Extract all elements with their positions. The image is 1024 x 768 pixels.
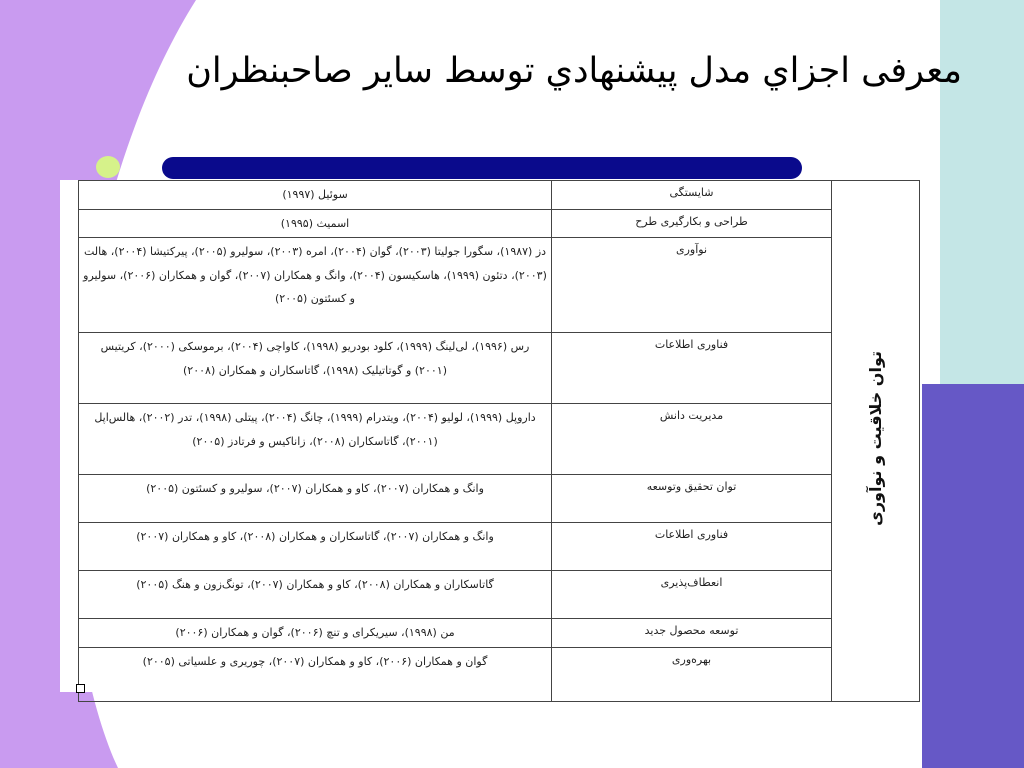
component-label: مدیریت دانش [552,404,832,475]
table-row [79,181,920,210]
table-row [79,475,920,523]
table-row [79,333,920,404]
component-label: فناوری اطلاعات [552,333,832,404]
component-references: وانگ و همکاران (۲۰۰۷)، کاو و همکاران (۲۰۰۷)، سولیرو و کسئتون (۲۰۰۵) [79,475,552,523]
title-dot [96,156,120,178]
component-references: گوان و همکاران (۲۰۰۶)، کاو و همکاران (۲۰۰۷)، چوریری و علسیاتی (۲۰۰۵) [79,647,552,701]
side-heading: توان خلاقیت و نوآوری [866,351,885,527]
component-references: گاتاسکاران و همکاران (۲۰۰۸)، کاو و همکاران (۲۰۰۷)، تونگ‌زون و هنگ (۲۰۰۵) [79,571,552,619]
table-row [79,209,920,238]
component-references: وانگ و همکاران (۲۰۰۷)، گاتاسکاران و همکاران (۲۰۰۸)، کاو و همکاران (۲۰۰۷) [79,523,552,571]
slide-title: معرفى اجزاي مدل پيشنهادي توسط ساير صاحبنظران [186,51,962,91]
component-label: شایستگی [552,181,832,210]
table-row [79,404,920,475]
resize-handle[interactable] [76,684,85,693]
component-references: رس (۱۹۹۶)، لی‌لینگ (۱۹۹۹)، کلود بودریو (۱۹۹۸)، کاواچی (۲۰۰۴)، برموسکی (۲۰۰۰)، کریتیس (۲۰۰۱) و گوتاتیلیک (۱۹۹۸)، گاتاسکاران و همکاران (۲۰۰۸) [79,333,552,404]
component-label: فناوری اطلاعات [552,523,832,571]
component-references: سوئیل (۱۹۹۷) [79,181,552,210]
title-accent-bar [162,157,802,179]
side-heading-cell [832,181,920,702]
component-references: من (۱۹۹۸)، سیریکرای و تنچ (۲۰۰۶)، گوان و همکاران (۲۰۰۶) [79,619,552,648]
component-label: توان تحقیق وتوسعه [552,475,832,523]
indigo-stripe [922,384,1024,768]
table-row [79,238,920,333]
table-row [79,571,920,619]
component-label: طراحی و بکارگیری طرح [552,209,832,238]
table-row [79,619,920,648]
component-references: اسمیث (۱۹۹۵) [79,209,552,238]
component-label: انعطاف‌پذیری [552,571,832,619]
component-references: داروپل (۱۹۹۹)، لولیو (۲۰۰۴)، ویتدرام (۱۹۹۹)، چانگ (۲۰۰۴)، پیتلی (۱۹۹۸)، تدر (۲۰۰۲)، هالس‌اپل (۲۰۰۱)، گاتاسکاران (۲۰۰۸)، زاناکیس و فرتادز (۲۰۰۵) [79,404,552,475]
references-table [78,180,920,702]
component-references: دز (۱۹۸۷)، سگورا جولیتا (۲۰۰۳)، گوان (۲۰۰۴)، امره (۲۰۰۳)، سولیرو (۲۰۰۵)، پیرکتیشا (۲۰۰۴)، هالت (۲۰۰۳)، دتئون (۱۹۹۹)، هاسکیسون (۲۰۰۴)، وانگ و همکاران (۲۰۰۷)، گوان و همکاران (۲۰۰۶)، سولیرو و کسئتون (۲۰۰۵) [79,238,552,333]
component-label: بهره‌وری [552,647,832,701]
component-label: توسعه محصول جدید [552,619,832,648]
table-image [60,180,922,692]
table-row [79,523,920,571]
table-row [79,647,920,701]
component-label: نوآوری [552,238,832,333]
